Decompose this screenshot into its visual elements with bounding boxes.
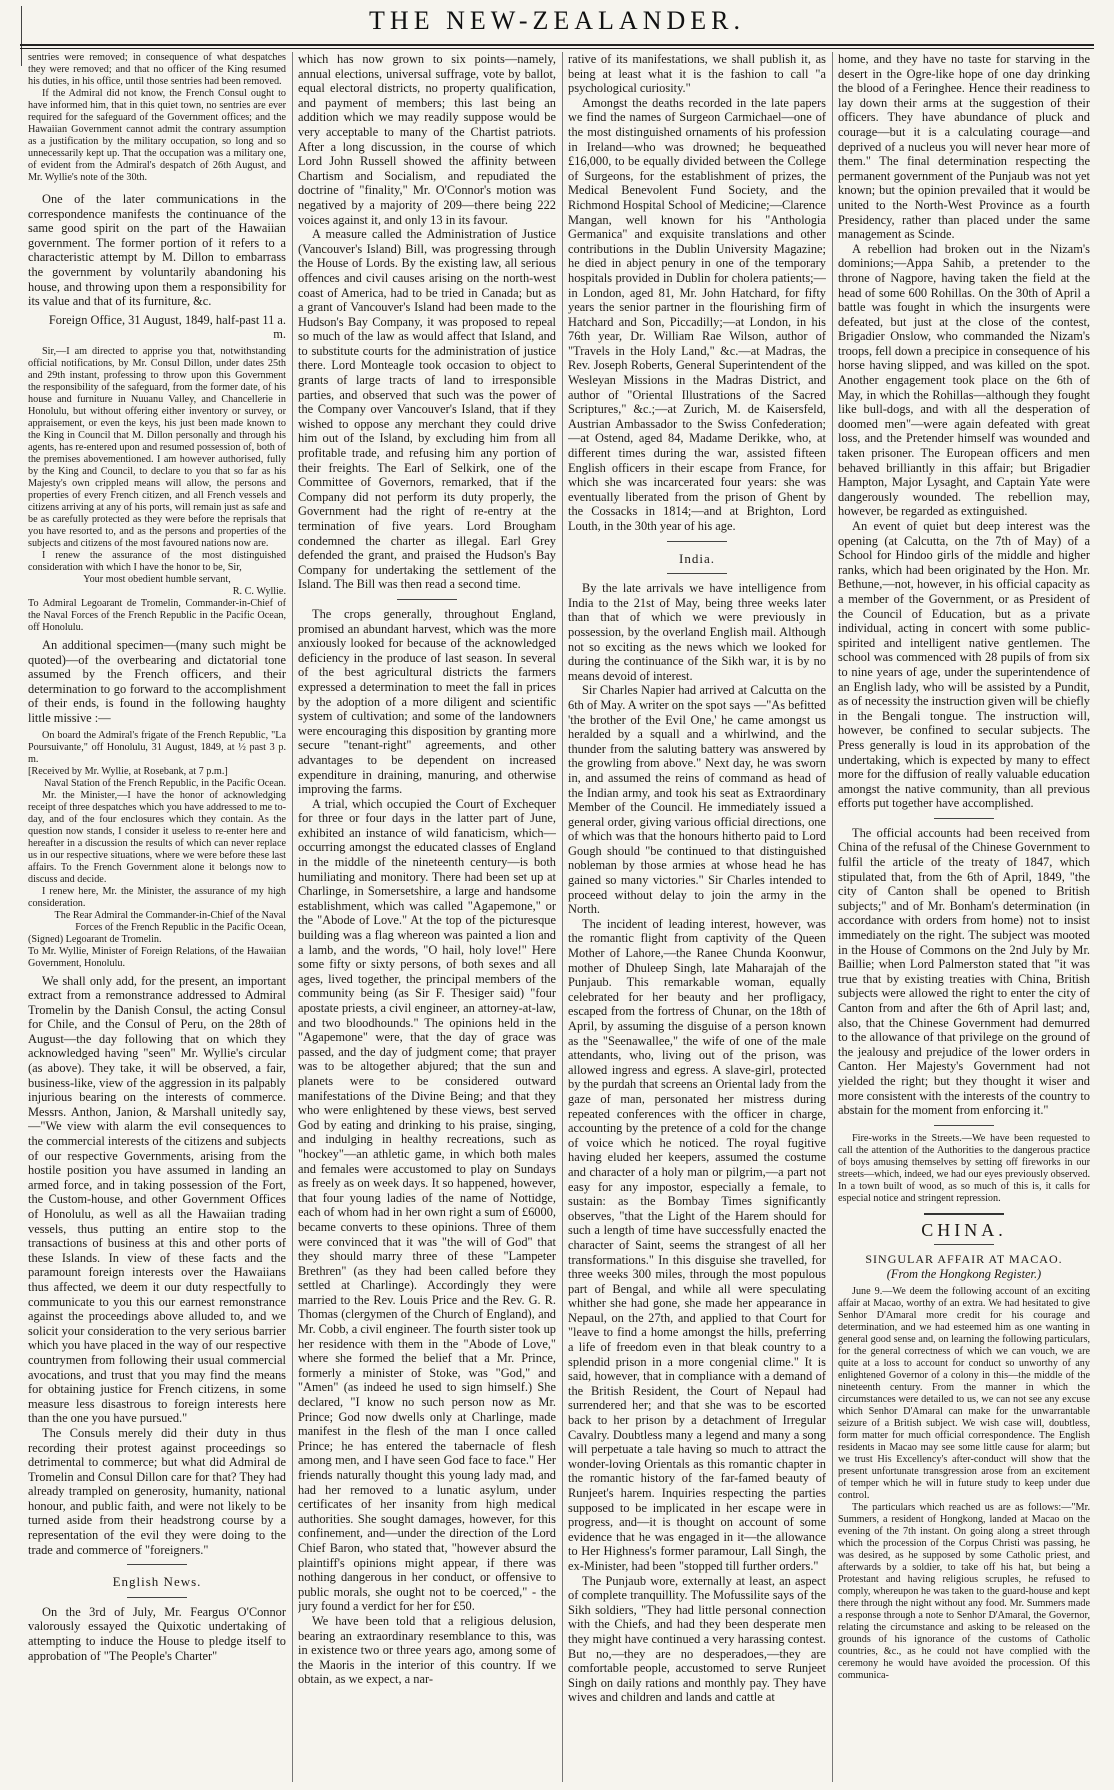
- section-heading: India.: [679, 550, 715, 566]
- paragraph: June 9.—We deem the following account of an exciting affair at Macao, worthy of an extra. We had hesitated to give Senhor D'Amaral more credit for his courage and determination, and we had esteemed him as one wanting in general good sense and, on learning the following particulars, for the general correctness of which we can vouch, we are quite at a loss to account for conduct so unworthy of any enlightened Governor of a colony in this—the middle of the nineteenth century. From the manner in which the circumstances were detailed to us, we can not see any excuse which Senhor D'Amaral can make for the unwarrantable seizure of a British subject. We wish case will, doubtless, form matter for much official correspondence. The English residents in Macao may see some little cause for alarm; but we trust His Excellency's after-conduct will show that the present unfortunate transgression arose from an excitement of temper which he will in future study to keep under due control.: [838, 1285, 1090, 1501]
- column-rule: [832, 52, 833, 1782]
- masthead-rule: [20, 44, 1094, 46]
- paragraph: Fire-works in the Streets.—We have been requested to call the attention of the Authorities to the dangerous practice of boys amusing themselves by setting off fireworks in our streets—which, indeed, we had our eyes previously observed. In a town built of wood, as so much of this is, it calls for especial notice and stringent repression.: [838, 1132, 1090, 1204]
- section-divider: [397, 599, 457, 600]
- letter-body: I renew here, Mr. the Minister, the assurance of my high consideration.: [28, 885, 286, 909]
- columns: [28, 52, 1090, 1782]
- paragraph: If the Admiral did not know, the French Consul ought to have informed him, that in this quiet town, no sentries are ever required for the safeguard of the Government offices; and the Hawaiian Government cannot admit the contrary assumption as a justification by the military occupation, so long and so unnecessarily kept up. That the occupation was a military one, of evident from the Admiral's despatch of 26th August, and Mr. Wyllie's note of the 30th.: [28, 88, 286, 183]
- paragraph: The crops generally, throughout England, promised an abundant harvest, which was the more anxiously looked for because of the acknowledged deficiency in the produce of last season. In several of the best agricultural districts the farmers expressed a determination to meet the fall in prices by the adoption of a more diligent and scientific system of cultivation; and some of the landowners were encouraging this disposition by granting more secure "tenant-right" agreements, and other advantages to be dependent on increased expenditure in draining, manuring, and otherwise improving the farms.: [298, 606, 556, 797]
- section-divider: [934, 1125, 994, 1126]
- section-heading: CHINA.: [921, 1219, 1007, 1240]
- paragraph: On the 3rd of July, Mr. Feargus O'Connor valorously essayed the Quixotic undertaking of attempting to induce the House to pledge itself to approbation of "The People's Charter": [28, 1604, 286, 1663]
- paragraph: which has now grown to six points—namely, annual elections, universal suffrage, vote by ballot, equal electoral districts, no property qualification, and payment of members; this last being an addition which we may readily suppose would be very acceptable to many of the Chartist patriots. After a long discussion, in the course of which Lord John Russell showed the affinity between Chartism and Socialism, and repudiated the doctrine of "finality," Mr. O'Connor's motion was negatived by a majority of 209—there being 222 voices against it, and only 13 in its favour.: [298, 52, 556, 227]
- section-divider: [127, 1597, 187, 1598]
- section-divider: [127, 1564, 187, 1565]
- section-divider: [667, 573, 727, 574]
- paragraph: sentries were removed; in consequence of what despatches they were removed; and that no officer of the King resumed his duties, in his office, until those sentries had been removed.: [28, 52, 286, 87]
- paragraph: A rebellion had broken out in the Nizam's dominions;—Appa Sahib, a pretender to the throne of Nagpore, having taken the field at the head of some 600 Rohillas. On the 30th of April a battle was fought in which the insurgents were defeated, but just at the close of the contest, Brigadier Onslow, who commanded the Nizam's troops, fell down a precipice in consequence of his horse having slipped, and was killed on the spot. Another engagement took place on the 6th of May, in which the Rohillas—although they fought like bull-dogs, and with all the desperation of doomed men"—were again defeated with great loss, and the Pretender himself was wounded and taken prisoner. The European officers and men behaved brilliantly in this affair; but Brigadier Hampton, Major Lysaght, and Captain Yate were dangerously wounded. The rebellion may, however, be regarded as extinguished.: [838, 241, 1090, 519]
- signature: R. C. Wyllie.: [232, 585, 286, 597]
- paragraph: We have been told that a religious delusion, bearing an extraordinary resemblance to this, was in existence two or three years ago, among some of the Maoris in the interior of this country. If we obtain, as we expect, a nar-: [298, 1613, 556, 1687]
- paragraph: An additional specimen—(many such might be quoted)—of the overbearing and dictatorial tone assumed by the French officers, and their determination to go forward to the accomplishment of their ends, is found in the following haughty little missive :—: [28, 637, 286, 725]
- addressee: To Mr. Wyllie, Minister of Foreign Relations, of the Hawaiian Government, Honolulu.: [28, 945, 286, 969]
- section-divider: [667, 541, 727, 542]
- received-note: [Received by Mr. Wyllie, at Rosebank, at 7 p.m.]: [28, 765, 228, 777]
- letter-body: Mr. the Minister,—I have the honor of acknowledging receipt of three despatches which you have addressed to me to-day, and of the four enclosures which they contain. As the question now stands, I consider it useless to re-enter here and hereafter in a discussion the results of which can never replace us in our respective situations, where we were before these last affairs. To the French Government alone it belongs now to discuss and decide.: [28, 789, 286, 885]
- section-heading: English News.: [112, 1574, 202, 1590]
- addressee: To Admiral Legoarant de Tromelin, Commander-in-Chief of the Naval Forces of the French Republic in the Pacific Ocean, off Honolulu.: [28, 597, 286, 633]
- article-source: (From the Hongkong Register.): [886, 1266, 1042, 1281]
- paragraph: The official accounts had been received from China of the refusal of the Chinese Government to fulfil the article of the treaty of 1847, which stipulated that, from the 6th of April, 1849, "the city of Canton shall be opened to British subjects;" and of Mr. Bonham's determination (in accordance with orders from home) not to insist immediately on the right. The subject was mooted in the House of Commons on the 2nd July by Mr. Baillie; when Lord Palmerston stated that "it was true that by existing treaties with China, British subjects were allowed the right to enter the city of Canton from and after the 6th of April last; and, also, that the Chinese Government had demurred to the allowance of that privilege on the ground of the jealousy and prejudice of the lower orders in Canton. Her Majesty's Government had not yielded the right; but they thought it wiser and more consistent with the interests of the country to abstain for the moment from enforcing it.": [838, 825, 1090, 1118]
- paragraph: Amongst the deaths recorded in the late papers we find the names of Surgeon Carmichael—one of the most distinguished ornaments of his profession in Ireland—who was drowned; he bequeathed £16,000, to be equally divided between the College of Surgeons, for the establishment of prizes, the Medical Benevolent Fund Society, and the Richmond Hospital School of Medicine;—Clarence Mangan, well known for his "Anthologia Germanica" and exquisite translations and other contributions in the Dublin University Magazine; he died in abject penury in one of the temporary hospitals provided in Dublin for cholera patients;—in London, aged 81, Mr. John Hatchard, for fifty years the senior partner in the flourishing firm of Hatchard and Son, Piccadilly;—at London, in his 76th year, Dr. William Rae Wilson, author of "Travels in the Holy Land," &c.—at Madras, the Rev. Joseph Roberts, General Superintendent of the Wesleyan Missions in the Madras District, and author of "Oriental Illustrations of the Sacred Scriptures," &c.;—at Zurich, M. de Kaisersfeld, Austrian Ambassador to the Swiss Confederation;—at Ostend, aged 84, Madame Derikke, who, at different times during the war, assisted fifteen English officers in their escape from France, for which she was incarcerated four years: she was eventually liberated from the prison of Ghent by the Cossacks in 1814;—and at Brighton, Lord Louth, in the 30th year of his age.: [568, 95, 826, 533]
- paragraph: By the late arrivals we have intelligence from India to the 21st of May, being three weeks later than that of which we were previously in possession, by the overland English mail. Although not so exciting as the news which we looked for during the continuance of the Sikh war, it is by no means devoid of interest.: [568, 581, 826, 683]
- column-3: [568, 52, 826, 1782]
- paragraph: home, and they have no taste for starving in the desert in the Ogre-like hope of one day drinking the blood of a Feringhee. Hence their readiness to lay down their arms at the suggestion of their officers. They have abundance of pluck and courage—but it is a calculating courage—and deprived of a nucleus you will never hear more of them." The final determination respecting the permanent government of the Punjaub was not yet known; but the opinion prevailed that it would be united to the North-West Province as a fourth Presidency, rather than placed under the same management as Scinde.: [838, 52, 1090, 242]
- column-rule: [292, 52, 293, 1782]
- letter-body: I renew the assurance of the most distinguished consideration with which I have the honor to be, Sir,: [28, 549, 286, 573]
- paragraph: A measure called the Administration of Justice (Vancouver's Island) Bill, was progressing through the House of Lords. By the existing law, all serious offences and civil causes arising on the north-west coast of America, had to be tried in Canada; but as a grant of Vancouver's Island had been made to the Hudson's Bay Company, it was proposed to repeal so much of the law as would affect that Island, and to substitute courts for the administration of justice there. Lord Monteagle took occasion to object to grants of large tracts of land to irresponsible parties, and observed that such was the power of the Company over Vancouver's Island, that if they wished to oppose any merchant they could drive him out of the Island, by excluding him from all profitable trade, and refusing him any portion of their freights. The Earl of Selkirk, one of the Committee of Governors, remarked, that if the Company did not perform its duty properly, the Government had the right of re-entry at the termination of five years. Lord Brougham condemned the charter as illegal. Earl Grey defended the grant, and praised the Hudson's Bay Company for undertaking the settlement of the Island. The Bill was then read a second time.: [298, 227, 556, 592]
- letter-closing: Your most obedient humble servant,: [83, 573, 231, 585]
- section-divider: [934, 1244, 994, 1245]
- paragraph: A trial, which occupied the Court of Exchequer for three or four days in the latter part of June, exhibited an instance of wild fanaticism, which—occurring amongst the educated classes of England in the middle of the nineteenth century—is both humiliating and monitory. There had been set up at Charlinge, in Somersetshire, a large and handsome establishment, which was called "Agapemone," or the "Abode of Love." At the top of the picturesque building was a flag whereon was painted a lion and a lamb, and the words, "O hail, holy love!" Here some fifty or sixty persons, of both sexes and all ages, lived together, the principal members of the community being (as Sir F. Thesiger said) "four apostate priests, a civil engineer, an attorney-at-law, and two bloodhounds." The opinions held in the "Agapemone" were, that the day of grace was passed, and the day of judgment come; that prayer was to be altogether abjured; that the sun and planets were to be considered outward manifestations of the Divine Being; and that they who were enlightened by these views, best served God by eating and drinking to his praise, singing, and indulging in healthy recreations, such as "hockey"—an athletic game, in which both males and females were accustomed to play on Sundays as freely as on week days. It so happened, however, that four young ladies of the name of Nottidge, each of whom had in her own right a sum of £6000, became converts to these opinions. Three of them were convinced that it was "the will of God" that they should marry three of these "Lampeter Brethren" (as they had been called before they settled at Charlinge). Accordingly they were married to the Rev. Louis Price and the Rev. G. R. Thomas (clergymen of the Church of England), and Mr. Cobb, a civil engineer. The fourth sister took up her residence with them in the "Abode of Love," where she formed the belief that a Mr. Prince, formerly a minister of Stoke, was "God," and "Amen" (as indeed he used to sign himself.) She declared, "I know no such person now as Mr. Prince; God now dwells only at Charlinge, made manifest in the flesh of the man I once called Prince; he has entered the tabernacle of flesh among men, and I have seen God face to face." Her friends naturally thought this young lady mad, and had her removed to a lunatic asylum, under certificates of her insanity from high medical authorities. She sought damages, however, for this confinement, and—under the direction of the Lord Chief Baron, who stated that, "however absurd the plaintiff's opinions might appear, if there was nothing dangerous in her conduct, or offensive to public morals, she ought not to be coerced," - the jury found a verdict for her for £50.: [298, 796, 556, 1614]
- section-divider: [924, 1213, 1004, 1215]
- paragraph: The Consuls merely did their duty in thus recording their protest against proceedings so detrimental to commerce; but what did Admiral de Tromelin and Consul Dillon care for that? They had already trampled on generosity, humanity, national honour, and public faith, and were not likely to be turned aside from their headstrong course by a representation of the evil they were doing to the trade and commerce of "foreigners.": [28, 1425, 286, 1557]
- dateline: On board the Admiral's frigate of the French Republic, "La Poursuivante," off Honolulu, 31 August, 1849, at ½ past 3 p. m.: [28, 729, 286, 765]
- paragraph: An event of quiet but deep interest was the opening (at Calcutta, on the 7th of May) of a School for Hindoo girls of the middle and higher ranks, which had been originated by the Hon. Mr. Bethune,—not, however, in his official capacity as a member of the Government, or as President of the Council of Education, but as a private individual, acting in concert with some public-spirited and intelligent native gentlemen. The school was commenced with 28 pupils of from six to nine years of age, under the superintendence of an English lady, who will be assisted by a Pundit, as of necessity the instruction given will be chiefly in the Bengali tongue. The instruction will, however, be confined to secular subjects. The Press generally is loud in its approbation of the undertaking, which is expected by many to effect more for the diffusion of really valuable education amongst the native community, than all previous efforts put together have accomplished.: [838, 519, 1090, 811]
- paragraph: Sir Charles Napier had arrived at Calcutta on the 6th of May. A writer on the spot says —"As befitted 'the brother of the Evil One,' he came amongst us heralded by a squall and a whirlwind, and the thunder from the saluting battery was answered by the growling from above." Next day, he was sworn in, and assumed the reins of command as head of the Indian army, and took his seat as Extraordinary Member of the Council. He immediately issued a general order, giving various official directions, one of which was that the honours hitherto paid to Lord Gough should "be continued to that distinguished nobleman by those armies at whose head he has gained so many victories." Sir Charles intended to proceed without delay to join the army in the North.: [568, 683, 826, 917]
- dateline: Naval Station of the French Republic, in the Pacific Ocean.: [44, 777, 286, 789]
- column-1: [28, 52, 286, 1782]
- article-title: SINGULAR AFFAIR AT MACAO.: [865, 1252, 1063, 1267]
- paragraph: One of the later communications in the correspondence manifests the continuance of the same good spirit on the part of the Hawaiian government. The former portion of it refers to a characteristic attempt by M. Dillon to embarrass the government by voluntarily abandoning his house, and throwing upon them a responsibility for its value and that of its furniture, &c.: [28, 192, 286, 309]
- letter-body: Sir,—I am directed to apprise you that, notwithstanding official notifications, by Mr. Consul Dillon, under dates 25th and 29th instant, professing to throw upon this Government the responsibility of the safeguard, from the former date, of his house and furniture in Nuuanu Valley, and Chancellerie in Honolulu, but without offering either inventory or survey, or appraisement, or even the keys, his just been made known to the King in Council that M. Dillon personally and through his agents, has re-entered upon and resumed possession of, both of the premises abovementioned. I am however authorised, fully by the King and Council, to declare to you that so far as his Majesty's own crippled means will allow, the persons and properties of every French citizen, and all French vessels and citizens arriving at any of his ports, will remain just as safe and be as carefully protected as they were before the reprisals that you have resorted to, and as the persons and properties of the subjects and citizens of the most favoured nations now are.: [28, 345, 286, 549]
- paragraph: The incident of leading interest, however, was the romantic flight from captivity of the Queen Mother of Lahore,—the Ranee Chunda Koonwur, mother of Dhuleep Singh, late Maharajah of the Punjaub. This remarkable woman, equally celebrated for her beauty and her profligacy, escaped from the fortress of Chunar, on the 18th of April, by assuming the disguise of a person known as the "Seenawallee," the wife of one of the male attendants, who, living out of the prison, was allowed ingress and egress. A slave-girl, protected by the purdah that screens an Oriental lady from the gaze of man, personated her mistress during repeated conferences with the officer in charge, accounting by the pretence of a cold for the change of voice which he noticed. The royal fugitive having eluded her keepers, assumed the costume and character of a holy man or pilgrim,—a part not easy for any impostor, especially a female, to sustain: as the Bombay Times significantly observes, "that the Light of the Harem should for such a length of time have successfully enacted the character of Saint, seems the strangest of all her transformations." In this disguise she travelled, for three weeks 300 miles, through the most populous part of Bengal, and while all were speculating whither she had gone, she made her appearance in Nepaul, on the 27th, and applied to that Court for "leave to find a home amongst the hills, preferring a life of freedom even in that bleak country to a splendid prison in a more congenial clime." It is said, however, that in compliance with a demand of the British Resident, the Court of Nepaul had surrendered her; and that she was to be escorted back to her prison by a detachment of Irregular Cavalry. Doubtless many a legend and many a song will perpetuate a tale having so much to attract the wonder-loving Orientals as this romantic chapter in the romantic history of the far-famed beauty of Runjeet's harem. Inquiries respecting the parties supposed to be implicated in her escape were in progress, and—it is thought on account of some evidence that he was engaged in it—the allowance to Her Highness's former paramour, Lall Singh, the ex-Minister, had been "stopped till further orders.": [568, 916, 826, 1573]
- column-2: [298, 52, 556, 1782]
- masthead: THE NEW-ZEALANDER.: [369, 6, 745, 35]
- column-4: [838, 52, 1090, 1782]
- paragraph: The particulars which reached us are as follows:—"Mr. Summers, a resident of Hongkong, landed at Macao on the evening of the 7th instant. On going along a street through which the procession of the Corpus Christi was passing, he was desired, as he supposed by some Catholic priest, and afterwards by a soldier, to take off his hat, but being a Protestant and having religious scruples, he refused to comply, whereupon he was taken to the guard-house and kept there through the night without any food. Mr. Summers made a response through a note to Senhor D'Amaral, the Governor, relating the circumstance and asking to be released on the grounds of his ignorance of the customs of Catholic countries, &c., as he could not have complied with the ceremony he would have avoided the procession. Of this communica-: [838, 1501, 1090, 1681]
- letter-closing: The Rear Admiral the Commander-in-Chief of the Naval Forces of the French Republic in the Pacific Ocean,: [54, 909, 286, 933]
- signature: (Signed) Legoarant de Tromelin.: [28, 933, 162, 945]
- masthead-rule-thin: [20, 48, 1094, 49]
- column-rule: [562, 52, 563, 1782]
- paragraph: We shall only add, for the present, an important extract from a remonstrance addressed to Admiral Tromelin by the Danish Consul, the acting Consul for Chile, and the Consul of Peru, on the 28th of August—the day following that on which they acknowledged having "seen" Mr. Wyllie's circular (as above). They take, it will be observed, a fair, business-like, view of the aggression in its palpably injurious bearing on the interests of commerce. Messrs. Anthon, Janion, & Marshall unitedly say,—"We view with alarm the evil consequences to the commercial interests of the citizens and subjects of our respective Governments, arising from the hostile position you have assumed in landing an armed force, and in taking possession of the Fort, the Custom-house, and other Government Offices of Honolulu, as well as all the Hawaiian trading vessels, thus putting an entire stop to the transactions of business at this and other ports of these Islands. In view of these facts and the paramount foreign interests over the Hawaiians thus affected, we deem it our duty respectfully to communicate to you this our earnest remonstrance against the proceedings above alluded to, and we solicit your consideration to the very serious barrier which you have placed in the way of our respective countrymen from following their usual commercial avocations, and trust that you may find the means for obtaining justice for French citizens, in some measure less disastrous to foreign interests here than the one you have pursued.": [28, 973, 286, 1426]
- section-divider: [934, 818, 994, 819]
- dateline: Foreign Office, 31 August, 1849, half-past 11 a. m.: [48, 312, 286, 342]
- paragraph: The Punjaub wore, externally at least, an aspect of complete tranquillity. The Mofussilite says of the Sikh soldiers, "They had little personal connection with the Chiefs, and had they been desperate men they might have continued a very harassing contest. But no,—they are no desperadoes,—they are comfortable people, accustomed to serve Runjeet Singh on daily rations and monthly pay. They have wives and children and lands and cattle at: [568, 1573, 826, 1705]
- paragraph: rative of its manifestations, we shall publish it, as being at least what it is the fashion to call "a psychological curiosity.": [568, 52, 826, 96]
